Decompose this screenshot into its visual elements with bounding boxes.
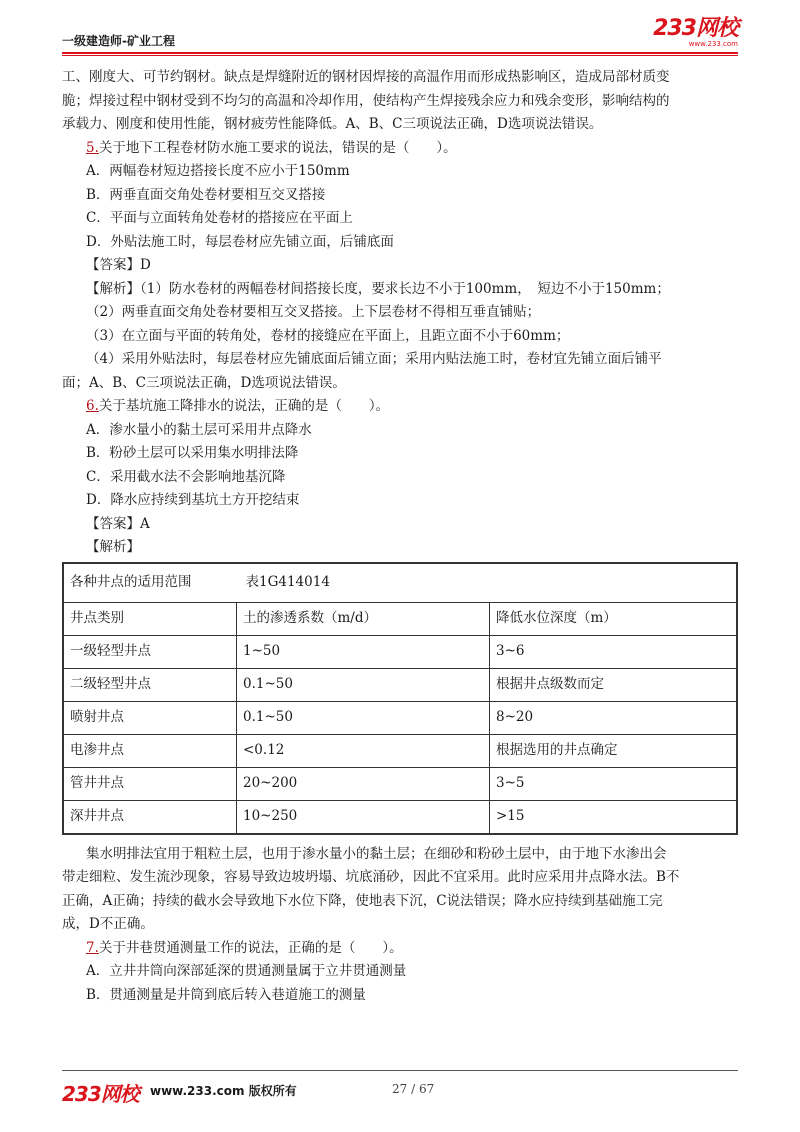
table-number: 表1G414014 [245,573,330,590]
analysis-line: 面；A、B、C三项说法正确，D选项说法错误。 [62,374,346,391]
question-stem: 关于井巷贯通测量工作的说法，正确的是（ ）。 [98,939,403,956]
question-number[interactable]: 7. [86,939,99,956]
table-cell: 3~6 [490,635,738,668]
table-row [63,635,737,668]
table-cell: 喷射井点 [63,701,237,734]
table-cell: 根据井点级数而定 [490,668,738,701]
table-row [63,734,737,767]
question-stem: 关于基坑施工降排水的说法，正确的是（ ）。 [98,398,390,414]
table-header: 土的渗透系数（m/d） [237,602,490,635]
intro-line: 脆；焊接过程中钢材受到不均匀的高温和冷却作用，使结构产生焊接残余应力和残余变形，影响结构的 [62,92,670,109]
table-cell: 20~200 [237,767,490,800]
table-header: 井点类别 [63,602,237,635]
table-cell: 电渗井点 [63,734,237,767]
page-header [62,0,738,56]
option-b: B．粉砂土层可以采用集水明排法降 [86,445,299,461]
table-header: 降低水位深度（m） [490,602,738,635]
footer-logo[interactable]: 233网校 [62,1082,139,1106]
table-row [63,767,737,800]
table-cell: 3~5 [490,767,738,800]
document-body [62,66,738,1007]
intro-line: 承载力、刚度和使用性能，钢材疲劳性能降低。A、B、C三项说法正确，D选项说法错误。 [62,116,603,132]
question-5-stem [62,137,738,161]
explanation-line: 正确，A正确；持续的截水会导致地下水位下降，使地表下沉，C说法错误；降水应持续到基础施工完 [62,892,663,909]
table-row [63,701,737,734]
explanation-line: 带走细粒、发生流沙现象，容易导致边坡坍塌、坑底涌砂，因此不宜采用。此时应采用井点降水法。B不 [62,869,680,885]
table-cell: 8~20 [490,701,738,734]
table-title: 各种井点的适用范围 [70,573,192,590]
page-number: 27 / 67 [392,1082,435,1096]
question-7-stem [62,937,738,961]
logo-url: www.233.com [688,40,738,48]
option-c: C．平面与立面转角处卷材的搭接应在平面上 [86,210,353,226]
option-a: A．两幅卷材短边搭接长度不应小于150mm [86,163,350,179]
table-cell: 一级轻型井点 [63,635,237,668]
explanation-line: 集水明排法宜用于粗粒土层，也用于渗水量小的黏土层；在细砂和粉砂土层中，由于地下水渗出会 [86,845,667,862]
analysis-line: （3）在立面与平面的转角处，卷材的接缝应在平面上，且距立面不小于60mm； [86,327,570,344]
analysis-line: （4）采用外贴法时，每层卷材应先铺底面后铺立面；采用内贴法施工时，卷材宜先铺立面后铺平 [86,351,662,367]
table-cell: 深井井点 [63,800,237,834]
answer: 【答案】D [86,257,151,273]
table-row [63,668,737,701]
option-d: D．外贴法施工时，每层卷材应先铺立面，后铺底面 [86,233,394,250]
footer-divider [62,1070,738,1071]
table-cell: 0.1~50 [237,668,490,701]
header-title: 一级建造师-矿业工程 [62,34,175,48]
question-number[interactable]: 6. [86,398,99,414]
table-cell: 管井井点 [63,767,237,800]
table-caption [63,563,737,603]
analysis-label: 【解析】 [86,539,140,555]
table-header-row [63,602,737,635]
option-a: A．渗水量小的黏土层可采用井点降水 [86,421,312,438]
brand-logo[interactable] [653,18,738,48]
analysis-line: （2）两垂直面交角处卷材要相互交叉搭接。上下层卷材不得相互垂直铺贴； [86,304,541,320]
table-cell: 1~50 [237,635,490,668]
option-b: B．贯通测量是井筒到底后转入巷道施工的测量 [86,986,366,1003]
option-c: C．采用截水法不会影响地基沉降 [86,468,286,485]
explanation-line: 成，D不正确。 [62,916,154,932]
answer: 【答案】A [86,515,150,532]
footer-copyright: www.233.com 版权所有 [150,1084,297,1098]
header-divider-thin [62,55,738,56]
table-cell: 10~250 [237,800,490,834]
table-caption-row [63,563,737,603]
well-point-table [62,562,738,835]
page-footer [62,1070,738,1110]
intro-line: 工、刚度大、可节约钢材。缺点是焊缝附近的钢材因焊接的高温作用而形成热影响区，造成局部材质变 [62,69,670,85]
question-6-stem [62,395,738,419]
logo-text: 233网校 [653,16,738,41]
option-d: D．降水应持续到基坑土方开挖结束 [86,492,300,508]
option-b: B．两垂直面交角处卷材要相互交叉搭接 [86,186,326,203]
table-cell: <0.12 [237,734,490,767]
question-number[interactable]: 5. [86,139,99,156]
table-cell: 0.1~50 [237,701,490,734]
header-divider [62,52,738,54]
table-cell: 二级轻型井点 [63,668,237,701]
question-stem: 关于地下工程卷材防水施工要求的说法，错误的是（ ）。 [98,139,457,156]
option-a: A．立井井筒向深部延深的贯通测量属于立井贯通测量 [86,963,407,979]
analysis-line: 【解析】（1）防水卷材的两幅卷材间搭接长度，要求长边不小于100mm， 短边不小于150mm； [86,280,670,297]
table-cell: >15 [490,800,738,834]
table-row [63,800,737,834]
table-cell: 根据选用的井点确定 [490,734,738,767]
